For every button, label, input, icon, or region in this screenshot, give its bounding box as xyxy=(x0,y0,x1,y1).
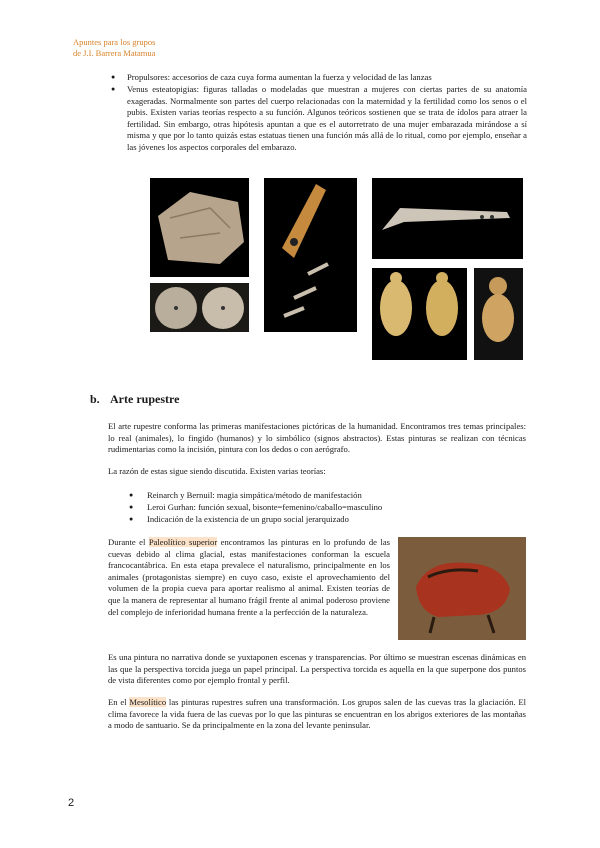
image-altamira-bison xyxy=(398,537,526,640)
highlight-paleolitico: Paleolítico superior xyxy=(148,537,218,547)
paragraph-theories-intro: La razón de estas sigue siendo discutida. Existen varias teorías: xyxy=(108,466,326,476)
section-title: Arte rupestre xyxy=(110,392,180,406)
bullet-icon: ● xyxy=(111,73,116,81)
theory-item: ● Indicación de la existencia de un grupo social jerarquizado xyxy=(129,514,349,524)
page-header xyxy=(73,37,155,59)
page-number: 2 xyxy=(68,797,75,809)
paragraph-intro: El arte rupestre conforma las primeras manifestaciones pictóricas de la humanidad. Encontramos tres temas principales: lo real (animales), lo fingido (humanos) y lo simbólico (signos abstractos). Estas pinturas se realizan con técnicas rudimentarias como la incisión, pintura con los dedos o con aerógrafo. xyxy=(108,421,526,455)
paragraph-narrative: Es una pintura no narrativa donde se yuxtaponen escenas y transparencias. Por último se muestran escenas dinámicas en las que la perspectiva torcida juega un papel principal. La perspectiva torcida es aquella en la que superpone dos puntos de vista diferentes como por ejemplo frontal y perfil. xyxy=(108,652,526,686)
image-propulsor xyxy=(372,178,523,259)
bullet-icon: ● xyxy=(129,515,134,523)
image-engraved-discs xyxy=(150,283,249,332)
bullet-venus: ● Venus esteatopigias: figuras talladas o modeladas que muestran a mujeres con ciertas partes de su anatomía exageradas. Normalmente son partes del cuerpo relacionadas con la maternidad y la fertilidad como los senos o el pubis. Existen varias teorías respecto a su función. Algunos teóricos sostienen que se trata de ídolos para atraer la fertilidad. Sin embargo, otras hipótesis apuntan a que es el autorretrato de una mujer embarazada mirándose a sí misma y que por lo tanto quizás estas estatuas tienen una función más allá de lo ritual, como por ejemplo, enseñar a las jóvenes los aspectos corporales del embarazo. xyxy=(111,84,527,152)
image-venus-willendorf xyxy=(474,268,523,360)
image-bone-flutes xyxy=(264,178,357,332)
theory-item: ● Leroi Gurhan: función sexual, bisonte=femenino/caballo=masculino xyxy=(129,502,383,512)
bullet-icon: ● xyxy=(111,85,116,93)
section-letter: b. xyxy=(90,392,100,406)
highlight-mesolitico: Mesolítico xyxy=(129,697,167,707)
header-line-2: de J.I. Barrera Matamua xyxy=(73,48,156,58)
paragraph-paleolitico: Durante el Paleolítico superior encontramos las pinturas en lo profundo de las cuevas debido al clima glacial, estas manifestaciones conforman la escuela francocantábrica. En esta etapa prevalece el naturalismo, principalmente en los animales (protagonistas siempre) en cuyo caso, existe el aprovechamiento del volumen de la propia cueva para aportar realismo al animal. Existen teorías de que la manera de representar al humano frágil frente al animal poderoso proviene del complejo de inferioridad humana frente a la perfección de la naturaleza. xyxy=(108,537,390,617)
image-engraved-stone xyxy=(150,178,249,277)
header-line-1: Apuntes para los grupos xyxy=(73,37,156,47)
paragraph-mesolitico: En el Mesolítico las pinturas rupestres sufren una transformación. Los grupos salen de las cuevas tras la glaciación. El clima favorece la vida fuera de las cuevas por lo que las pinturas se encuentran en los abrigos exteriores de las montañas a modo de santuario. Se da principalmente en la zona del levante peninsular. xyxy=(108,697,526,731)
section-heading xyxy=(90,392,179,407)
bullet-propulsores: ● Propulsores: accesorios de caza cuya forma aumentan la fuerza y velocidad de las lanzas xyxy=(111,72,432,82)
bullet-icon: ● xyxy=(129,503,134,511)
theory-item: ● Reinarch y Bernuil: magia simpática/método de manifestación xyxy=(129,490,362,500)
bullet-icon: ● xyxy=(129,491,134,499)
image-venus-front-back xyxy=(372,268,467,360)
